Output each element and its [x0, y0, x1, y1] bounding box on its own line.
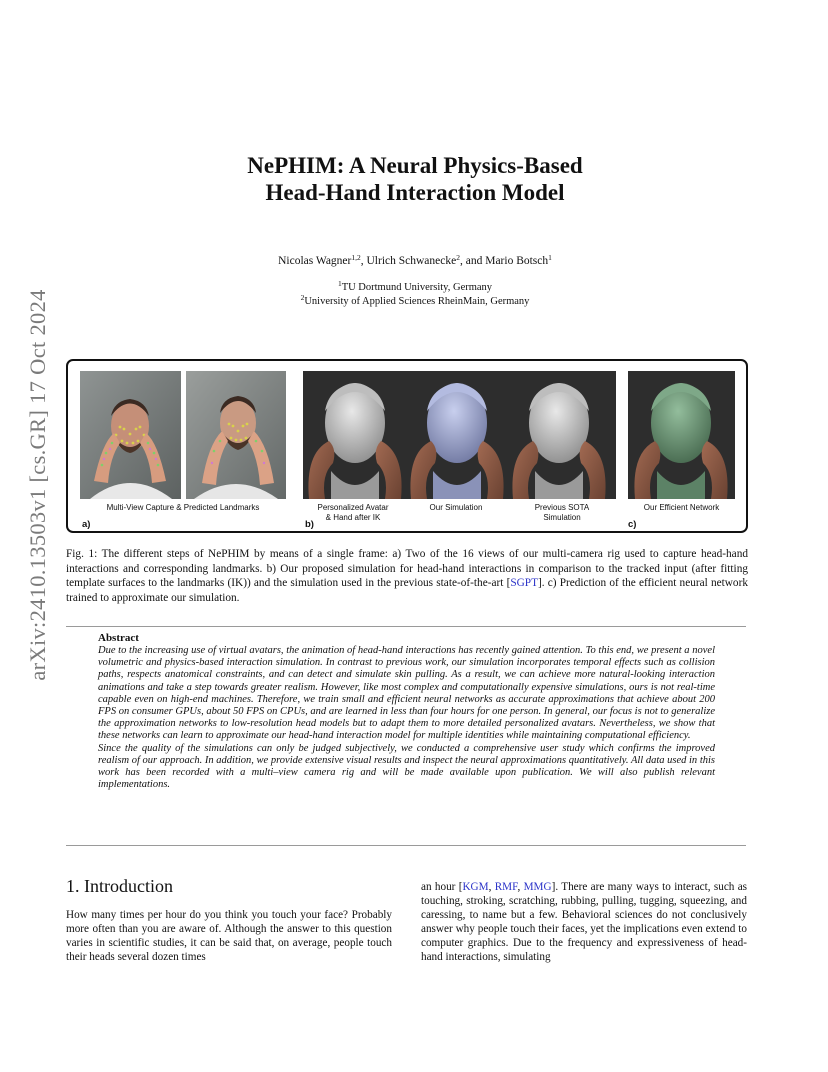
citation-sgpt[interactable]: SGPT	[510, 577, 538, 589]
abstract-paragraph-1: Due to the increasing use of virtual avatars, the animation of head-hand interactions has recently gained attention. To this end, we present a novel volumetric and physics-based interaction simulation. In contrast to previous work, our simulation incorporates temporal effects such as collision paths, respects anatomical constraints, and can detect and simulate skin pulling. As a result, we can achieve more natural-looking interaction animations and take a step towards greater realism. However, like most complex and computationally expensive simulations, ours is not real-time capable even on high-end machines. Therefore, we train small and efficient neural networks as accurate approximations that achieve about 200 FPS on consumer GPUs, about 50 FPS on CPUs, and are learned in less than four hours for one person. In general, our focus is not to generalize the approximation networks to low-resolution head models but to adapt them to more detailed personalized avatars. Nevertheless, we show that these networks can learn to approximate our head-hand interaction model for multiple identities while maintaining computational efficiency.	[98, 645, 715, 742]
abstract-heading: Abstract	[98, 632, 139, 644]
render-previous-sota	[512, 383, 605, 499]
intro-left-column	[66, 908, 392, 964]
caption-text-1: Fig. 1: The different steps of NePHIM by means of a single frame: a) Two of the 16 views of our multi-camera rig used to capture head-hand interactions and corresponding landmarks. b) Our proposed simulation for head-hand interactions in comparison to the tracked input (after fitting template surfaces to the landmarks (IK)) and the simulation used in the previous state-of-the-art [	[66, 548, 748, 589]
intro-right-column	[421, 880, 747, 964]
panel-letter-a: a)	[82, 519, 91, 530]
render-panel-b	[303, 371, 616, 499]
label-efficient-network: Our Efficient Network	[643, 503, 720, 512]
label-avatar	[303, 503, 403, 523]
affiliations	[140, 281, 690, 309]
panel-letter-b: b)	[305, 519, 314, 530]
label-prev-line-2: Simulation	[543, 513, 581, 522]
panel-letter-c: c)	[628, 519, 637, 530]
render-our-simulation	[410, 383, 503, 499]
label-avatar-line-2: & Hand after IK	[325, 513, 381, 522]
arxiv-stamp-text: arXiv:2410.13503v1 [cs.GR] 17 Oct 2024	[25, 289, 50, 681]
citation-mmg[interactable]: MMG	[523, 881, 552, 893]
affiliation-2-sup: 2	[300, 293, 305, 302]
intro-right-text	[421, 880, 747, 964]
intro-right-pre: an hour [	[421, 881, 463, 893]
arxiv-stamp	[26, 290, 50, 680]
affiliation-2	[140, 295, 690, 309]
abstract-top-rule	[66, 626, 746, 627]
author-2-name: Ulrich Schwanecke	[366, 255, 457, 267]
capture-photo-1	[80, 371, 181, 499]
abstract-body	[98, 645, 715, 791]
citation-sep-1: ,	[488, 881, 495, 893]
author-1-sup: 1,2	[351, 253, 361, 262]
author-2-sup: 2	[456, 253, 460, 262]
label-avatar-line-1: Personalized Avatar	[317, 503, 389, 512]
teaser-figure	[66, 359, 748, 533]
label-prev-line-1: Previous SOTA	[534, 503, 590, 512]
render-avatar-ik	[308, 383, 401, 499]
abstract-paragraph-2: Since the quality of the simulations can only be judged subjectively, we conducted a comprehensive user study which confirms the improved realism of our approach. In addition, we provide extensive visual results and inspect the neural approximations quantitatively. All data used in this work has been recorded with a multi–view camera rig and will be made available upon publication. We will also publish relevant implementations.	[98, 742, 715, 791]
paper-title	[140, 152, 690, 206]
citation-sep-2: ,	[517, 881, 524, 893]
abstract-bottom-rule	[66, 845, 746, 846]
render-panel-c	[628, 371, 735, 499]
author-3-sup: 1	[548, 253, 552, 262]
title-line-2: Head-Hand Interaction Model	[265, 180, 565, 205]
caption-text-2: ]. c) Prediction of the efficient neural network trained to approximate our simulation.	[66, 577, 748, 604]
intro-right-post: ]. There are many ways to interact, such as touching, stroking, scratching, rubbing, pulling, tugging, squeezing, and caressing, to name but a few. Behavioral sciences do not conclusively answer why people touch their faces, yet the implications even extend to computer graphics. Due to the frequency and expressiveness of head-hand interactions, simulating	[421, 881, 748, 963]
author-line: Nicolas Wagner$^{1,2}$, Ulrich Schwanecke$^2$, and Mario Botsch$^1$	[278, 253, 552, 267]
author-3-name: , and Mario Botsch	[459, 255, 549, 267]
citation-rmf[interactable]: RMF	[494, 881, 518, 893]
affiliation-1-text: TU Dortmund University, Germany	[341, 282, 493, 293]
affiliation-1-sup: 1	[337, 279, 342, 288]
title-line-1: NePHIM: A Neural Physics-Based	[247, 153, 583, 178]
affiliation-1	[140, 281, 690, 295]
affiliation-2-text: University of Applied Sciences RheinMain, Germany	[304, 296, 530, 307]
label-capture: Multi-View Capture & Predicted Landmarks	[106, 503, 260, 512]
capture-photo-2	[186, 371, 286, 499]
label-our-simulation: Our Simulation	[429, 503, 483, 512]
figure-caption	[66, 547, 748, 605]
intro-left-text: How many times per hour do you think you touch your face? Probably more often than you are aware of. Although the answer to this question varies in scientific studies, it can be said that, on average, people touch their heads several dozen times	[66, 909, 392, 963]
author-1-name: Nicolas Wagner	[278, 255, 352, 267]
section-heading-introduction: 1. Introduction	[66, 876, 173, 896]
label-previous-sota	[512, 503, 612, 523]
citation-kgm[interactable]: KGM	[462, 881, 489, 893]
render-efficient-network	[634, 383, 727, 499]
